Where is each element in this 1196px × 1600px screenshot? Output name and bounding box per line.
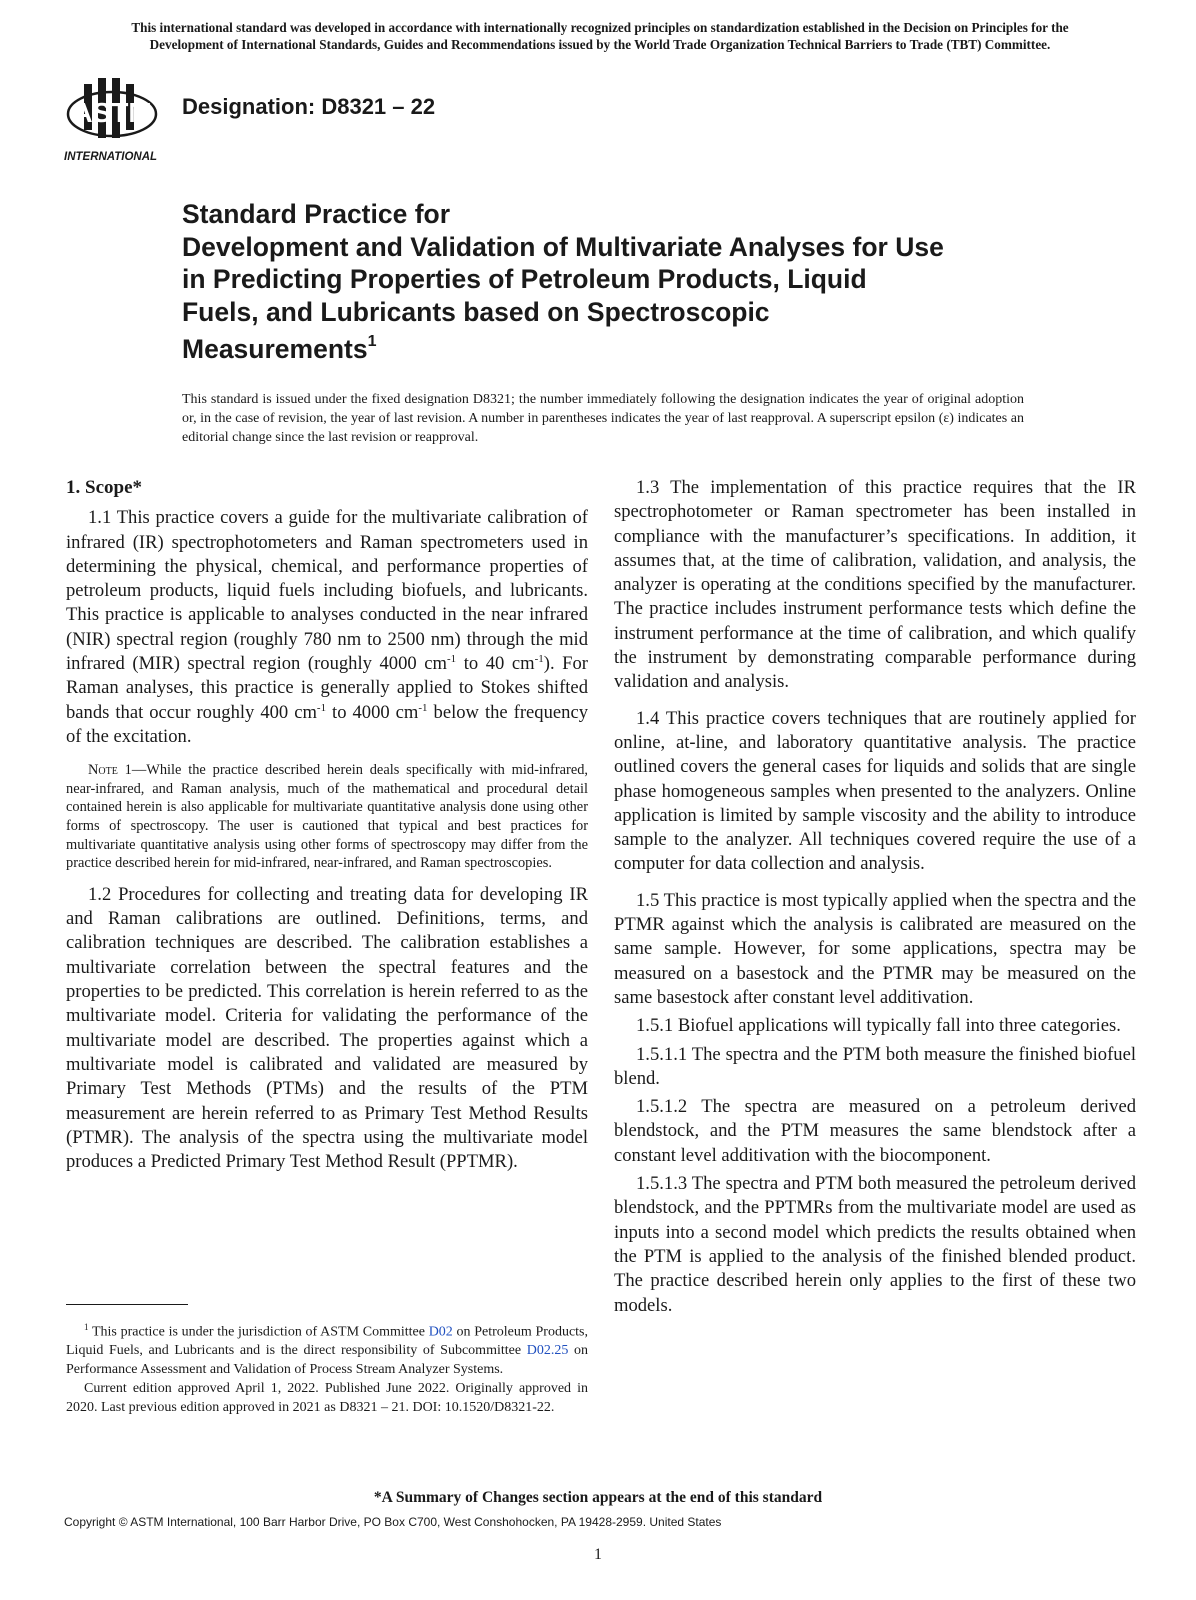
copyright-line: Copyright © ASTM International, 100 Barr Harbor Drive, PO Box C700, West Conshohocken, PA 19428-2959. United States [64,1515,722,1529]
paragraph-1-5: 1.5 This practice is most typically applied when the spectra and the PTMR against which the analysis is calibrated are measured on the same sample. However, for some applications, spectra may be measured on a basestock and the PTMR may be measured on the same basestock after constant level additivation. [614,889,1136,1008]
paragraph-1-5-1-3: 1.5.1.3 The spectra and PTM both measured the petroleum derived blendstock, and the PPTMRs from the multivariate model are used as inputs into a second model which predicts the results obtained when the PTM is applied to the analysis of the finished blended product. The practice described herein only applies to the first of these two models. [614,1173,1136,1316]
wto-notice [60,20,1140,53]
footnotes [66,1318,588,1418]
page-number: 1 [594,1546,602,1563]
section-heading-scope: 1. Scope* [66,477,142,498]
paragraph-1-5-1: 1.5.1 Biofuel applications will typically fall into three categories. [636,1015,1121,1037]
logo-subtext: INTERNATIONAL [64,151,158,163]
logo-text: ASTM [72,97,152,128]
note-1-label: Note 1 [88,762,132,779]
footnote-divider [66,1304,188,1305]
title-footnote-mark: 1 [367,333,377,350]
note-1 [66,761,588,873]
title-line5: Measurements [182,333,368,364]
paragraph-1-1: 1.1 This practice covers a guide for the multivariate calibration of infrared (IR) spectrophotometers and Raman spectrometers used in determining the physical, chemical, and performance properties of petroleum products, liquid fuels including biofuels, and lubricants. This practice is applicable to analyses conducted in the near infrared (NIR) spectral region (roughly 780 nm to 2500 nm) through the mid infrared (MIR) spectral region (roughly 4000 $cm^{-1}$ to 40 $cm^{-1}$). For Raman analyses, this practice is generally applied to Stokes shifted bands that occur roughly 400 $cm^{-1}$ to 4000 $cm^{-1}$ below the frequency of the excitation. [66,507,588,747]
paragraph-1-5-1-1: 1.5.1.1 The spectra and the PTM both measure the finished biofuel blend. [614,1043,1136,1089]
footnote-1: $^1$ This practice is under the jurisdiction of ASTM Committee D02 on Petroleum Products, Liquid Fuels, and Lubricants and is the direct responsibility of Subcommittee D02.25 on Performance Assessment and Validation of Process Stream Analyzer Systems. [66,1322,589,1378]
summary-of-changes-note: *A Summary of Changes section appears at the end of this standard [373,1489,823,1506]
footnote-edition: Current edition approved April 1, 2022. Published June 2022. Originally approved in 2020. Last previous edition approved in 2021 as D8321 – 21. DOI: 10.1520/D8321-22. [66,1381,588,1415]
title-line1: Standard Practice for [182,199,451,229]
document-title [182,198,1062,365]
paragraph-1-4: 1.4 This practice covers techniques that are routinely applied for online, at-line, and laboratory quantitative analysis. The practice outlined covers the general cases for liquids and solids that are single phase homogeneous samples when presented to the analyzers. Online application is limited by sample viscosity and the ability to introduce sample to the analyzer. All techniques covered require the use of a computer for data collection and analysis. [614,707,1136,875]
wto-notice-line2: Development of International Standards, Guides and Recommendations issued by the World Trade Organization Technical Barriers to Trade (TBT) Committee. [149,36,1051,52]
title-line2: Development and Validation of Multivariate Analyses for Use [182,231,944,262]
wto-notice-line1: This international standard was developed in accordance with internationally recognized principles on standardization established in the Decision on Principles for the [131,20,1069,35]
issued-notice: This standard is issued under the fixed designation D8321; the number immediately following the designation indicates the year of original adoption or, in the case of revision, the year of last revision. A number in parentheses indicates the year of last reapproval. A superscript epsilon (ε) indicates an editorial change since the last revision or reapproval. [182,392,1024,445]
designation: Designation: D8321 – 22 [182,94,436,119]
paragraph-1-2: 1.2 Procedures for collecting and treating data for developing IR and Raman calibrations are outlined. Definitions, terms, and calibration techniques are described. The calibration establishes a multivariate correlation between the spectral features and the properties to be predicted. This correlation is herein referred to as the multivariate model. Criteria for validating the performance of the multivariate model are described. The properties against which a multivariate model is calibrated and validated are measured by Primary Test Methods (PTMs) and the results of the PTM measurement are herein referred to as Primary Test Method Results (PTMR). The analysis of the spectra using the multivariate model produces a Predicted Primary Test Method Result (PPTMR). [66,883,588,1173]
astm-logo [62,72,170,166]
subcommittee-d0225-link[interactable]: D02.25 [526,1343,569,1359]
paragraph-1-5-1-2: 1.5.1.2 The spectra are measured on a petroleum derived blendstock, and the PTM measures the same blendstock after a constant level additivation with the biocomponent. [614,1096,1136,1166]
note-1-text: —While the practice described herein deals specifically with mid-infrared, near-infrared, and Raman analysis, much of the mathematical and procedural detail contained herein is also applicable for multivariate quantitative analysis done using other forms of spectroscopy. The user is cautioned that typical and best practices for multivariate quantitative analysis using other forms of spectroscopy may differ from the practice described herein for mid-infrared, near-infrared, and Raman spectroscopies. [66,762,588,872]
committee-d02-link[interactable]: D02 [428,1324,453,1340]
right-column [614,476,1136,1318]
title-line4: Fuels, and Lubricants based on Spectroscopic [182,296,770,327]
left-column [66,476,588,1174]
paragraph-1-3: 1.3 The implementation of this practice requires that the IR spectrophotometer or Raman spectrometer has been installed in compliance with the manufacturer’s specifications. In addition, it assumes that, at the time of calibration, validation, and analysis, the analyzer is operating at the conditions specified by the manufacturer. The practice includes instrument performance tests which define the instrument performance at the time of calibration, and which qualify the instrument by demonstrating comparable performance during validation and analysis. [614,477,1136,693]
title-line3: in Predicting Properties of Petroleum Products, Liquid [182,264,867,294]
astm-logo-icon [62,72,170,166]
